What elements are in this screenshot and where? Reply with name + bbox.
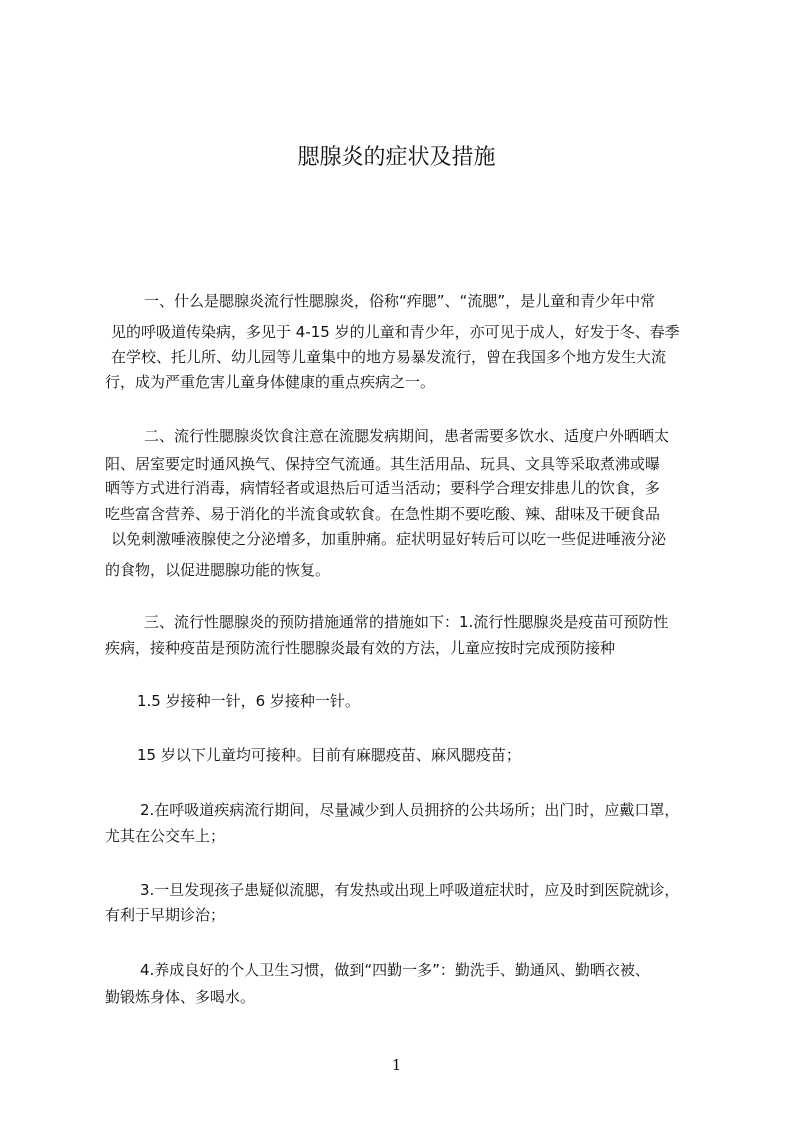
section-2-line-2: 阳、居室要定时通风换气、保持空气流通。其生活用品、玩具、文具等采取煮沸或曝 — [105, 455, 661, 473]
measure-line-schedule: 1.5 岁接种一针，6 岁接种一针。 — [137, 692, 360, 710]
section-2-line-3: 晒等方式进行消毒，病情轻者或退热后可适当活动；要科学合理安排患儿的饮食，多 — [105, 479, 661, 497]
section-2-line-4: 吃些富含营养、易于消化的半流食或软食。在急性期不要吃酸、辣、甜味及干硬食品 — [105, 505, 661, 523]
section-2-line-6: 的食物，以促进腮腺功能的恢复。 — [105, 561, 331, 579]
section-1-line-3: 在学校、托儿所、幼儿园等儿童集中的地方易暴发流行，曾在我国多个地方发生大流 — [111, 348, 667, 366]
section-1-line-4: 行，成为严重危害儿童身体健康的重点疾病之一。 — [105, 373, 436, 391]
measure-4-line-1: 4.养成良好的个人卫生习惯，做到“四勤一多”：勤洗手、勤通风、勤晒衣被、 — [140, 961, 650, 979]
measure-4-line-2: 勤锻炼身体、多喝水。 — [105, 988, 256, 1006]
section-1-line-2: 见的呼吸道传染病，多见于 4-15 岁的儿童和青少年，亦可见于成人，好发于冬、春季 — [111, 323, 680, 341]
measure-3-line-2: 有利于早期诊治； — [105, 906, 226, 924]
section-1-line-1: 一、什么是腮腺炎流行性腮腺炎，俗称“痄腮”、“流腮”，是儿童和青少年中常 — [144, 292, 656, 310]
measure-line-age: 15 岁以下儿童均可接种。目前有麻腮疫苗、麻风腮疫苗； — [137, 746, 521, 764]
measure-2-line-1: 2.在呼吸道疾病流行期间，尽量减少到人员拥挤的公共场所；出门时，应戴口罩， — [140, 801, 680, 819]
measure-2-line-2: 尤其在公交车上； — [105, 827, 226, 845]
page-number: 1 — [391, 1056, 402, 1074]
section-2-line-1: 二、流行性腮腺炎饮食注意在流腮发病期间，患者需要多饮水、适度户外晒晒太 — [144, 427, 670, 445]
section-3-line-1: 三、流行性腮腺炎的预防措施通常的措施如下：1.流行性腮腺炎是疫苗可预防性 — [144, 613, 669, 631]
section-2-line-5: 以免刺激唾液腺使之分泌增多，加重肿痛。症状明显好转后可以吃一些促进唾液分泌 — [111, 530, 667, 548]
section-3-line-2: 疾病，接种疫苗是预防流行性腮腺炎最有效的方法，儿童应按时完成预防接种 — [105, 639, 616, 657]
measure-3-line-1: 3.一旦发现孩子患疑似流腮，有发热或出现上呼吸道症状时，应及时到医院就诊， — [140, 881, 680, 899]
document-title: 腮腺炎的症状及措施 — [297, 145, 496, 170]
